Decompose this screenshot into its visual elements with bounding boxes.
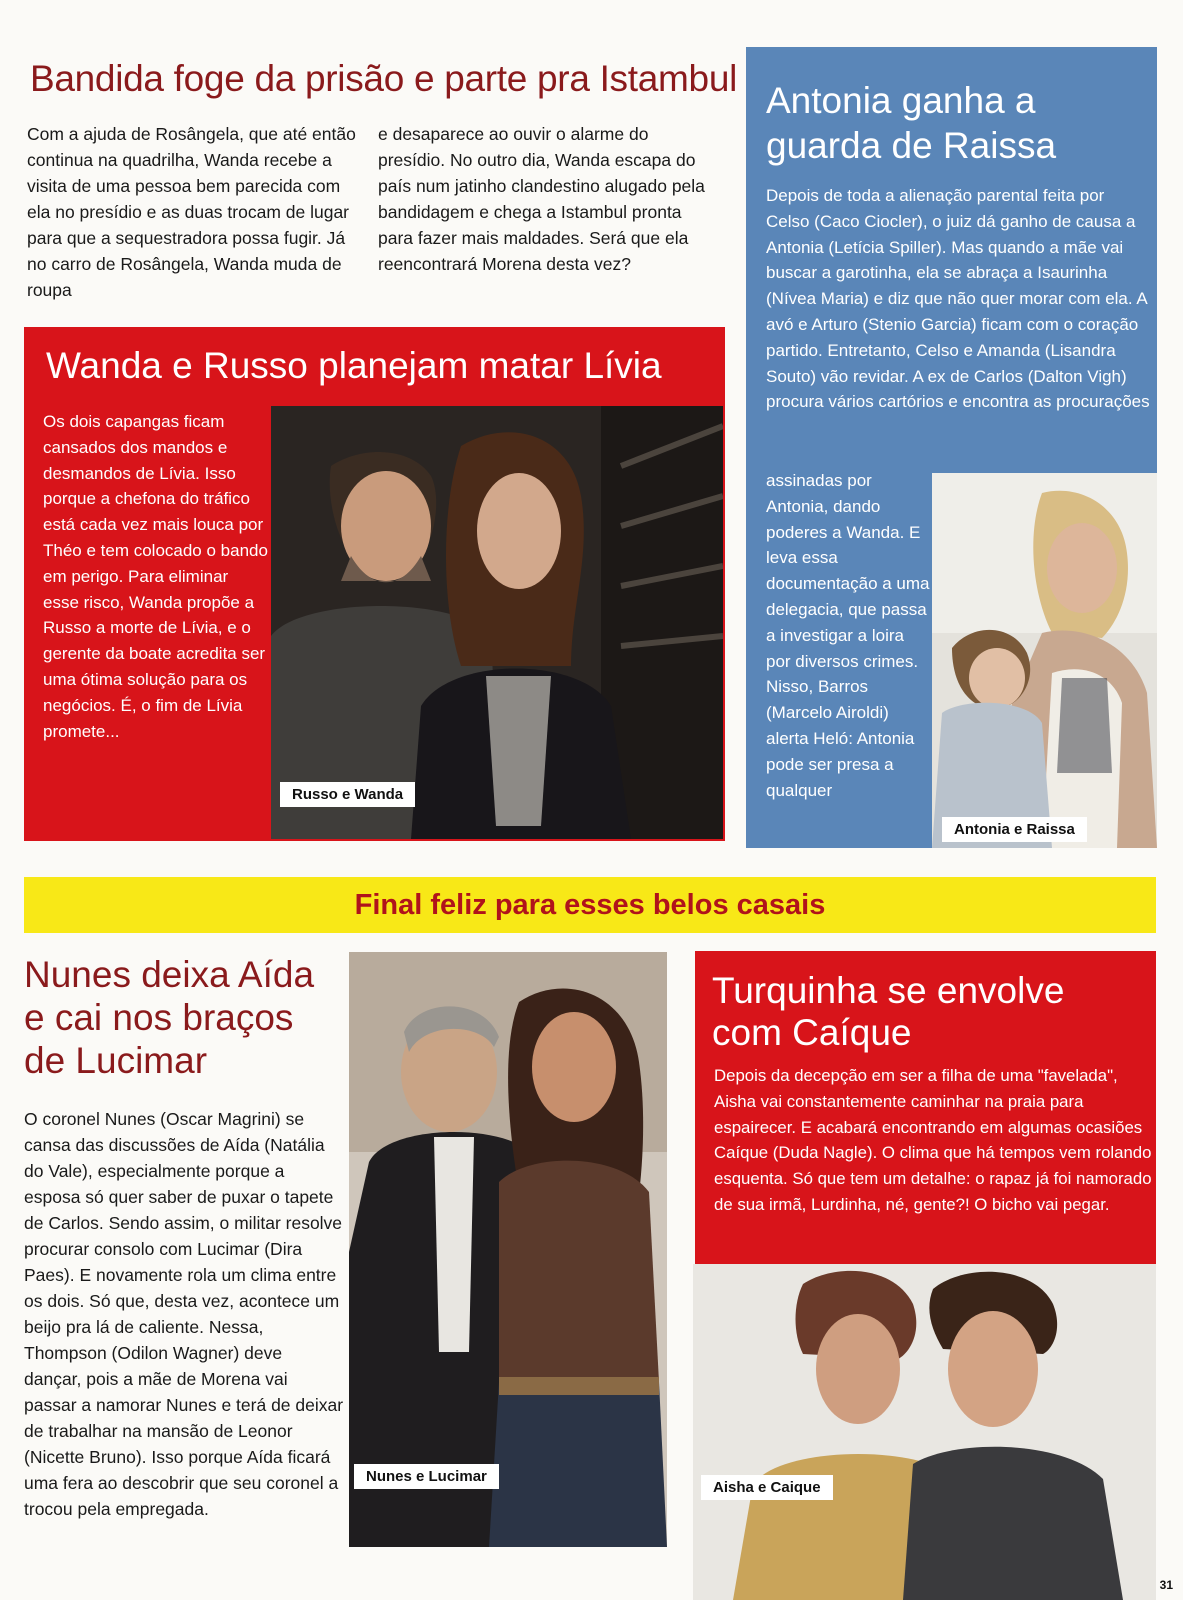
caption-russo-wanda: Russo e Wanda	[280, 782, 415, 807]
wanda-russo-text: Os dois capangas ficam cansados dos mandos e desmandos de Lívia. Isso porque a chefona do tráfico está cada vez mais louca por Théo e tem colocado o bando em perigo. Para eliminar esse risco, Wanda propõe a Russo a morte de Lívia, e o gerente da boate acredita ser uma ótima solução para os negócios. É, o fim de Lívia promete...	[43, 412, 268, 741]
caption-antonia-raissa: Antonia e Raissa	[942, 817, 1087, 842]
photo-russo-illustration	[271, 406, 723, 839]
photo-nunes-lucimar	[349, 952, 667, 1547]
turquinha-title: Turquinha se envolve com Caíque	[712, 970, 1065, 1053]
caption-aisha-caique: Aisha e Caique	[701, 1475, 833, 1500]
caption-nunes-lucimar: Nunes e Lucimar	[354, 1464, 499, 1489]
page-number: 31	[1159, 1578, 1173, 1592]
photo-aisha-caique	[693, 1264, 1156, 1600]
photo-aisha-illustration	[693, 1264, 1156, 1600]
photo-russo-wanda	[271, 406, 723, 839]
article-text-col1: Com a ajuda de Rosângela, que até então continua na quadrilha, Wanda recebe a visita de uma pessoa bem parecida com ela no presídio e as duas trocam de lugar para que a sequestradora possa fugir. Já no carro de Rosângela, Wanda muda de roupa	[27, 124, 356, 300]
wanda-russo-title: Wanda e Russo planejam matar Lívia	[46, 345, 662, 386]
antonia-text-side: assinadas por Antonia, dando poderes a Wanda. E leva essa documentação a uma delegacia, que passa a investigar a loira por diversos crimes. Nisso, Barros (Marcelo Airoldi) alerta Heló: Antonia pode ser presa a qualquer	[766, 471, 930, 800]
nunes-title: Nunes deixa Aída e cai nos braços de Lucimar	[24, 954, 315, 1081]
section-band-title: Final feliz para esses belos casais	[354, 889, 826, 921]
article-title-bandida: Bandida foge da prisão e parte pra Istambul	[30, 58, 738, 99]
antonia-text-top: Depois de toda a alienação parental feita por Celso (Caco Ciocler), o juiz dá ganho de causa a Antonia (Letícia Spiller). Mas quando a mãe vai buscar a garotinha, ela se abraça a Isaurinha (Nívea Maria) e diz que não quer morar com ela. A avó e Arturo (Stenio Garcia) ficam com o coração partido. Entretanto, Celso e Amanda (Lisandra Souto) vão revidar. A ex de Carlos (Dalton Vigh) procura vários cartórios e encontra as procurações	[766, 186, 1150, 412]
antonia-title: Antonia ganha a guarda de Raissa	[766, 80, 1057, 166]
photo-nunes-illustration	[349, 952, 667, 1547]
turquinha-text: Depois da decepção em ser a filha de uma "favelada", Aisha vai constantemente caminhar na praia para espairecer. E acabará encontrando em algumas ocasiões Caíque (Duda Nagle). O clima que há tempos vem rolando esquenta. Só que tem um detalhe: o rapaz já foi namorado de sua irmã, Lurdinha, né, gente?! O bicho vai pegar.	[714, 1066, 1152, 1214]
photo-antonia-raissa	[932, 473, 1157, 848]
nunes-text: O coronel Nunes (Oscar Magrini) se cansa das discussões de Aída (Natália do Vale), especialmente porque a esposa só quer saber de puxar o tapete de Carlos. Sendo assim, o militar resolve procurar consolo com Lucimar (Dira Paes). E novamente rola um clima entre os dois. Só que, desta vez, acontece um beijo pra lá de caliente. Nessa, Thompson (Odilon Wagner) deve dançar, pois a mãe de Morena vai passar a namorar Nunes e terá de deixar de trabalhar na mansão de Leonor (Nicette Bruno). Isso porque Aída ficará uma fera ao descobrir que seu coronel a trocou pela empregada.	[24, 1109, 344, 1519]
photo-antonia-illustration	[932, 473, 1157, 848]
article-text-col2: e desaparece ao ouvir o alarme do presídio. No outro dia, Wanda escapa do país num jatinho clandestino alugado pela bandidagem e chega a Istambul pronta para fazer mais maldades. Será que ela reencontrará Morena desta vez?	[378, 124, 705, 274]
